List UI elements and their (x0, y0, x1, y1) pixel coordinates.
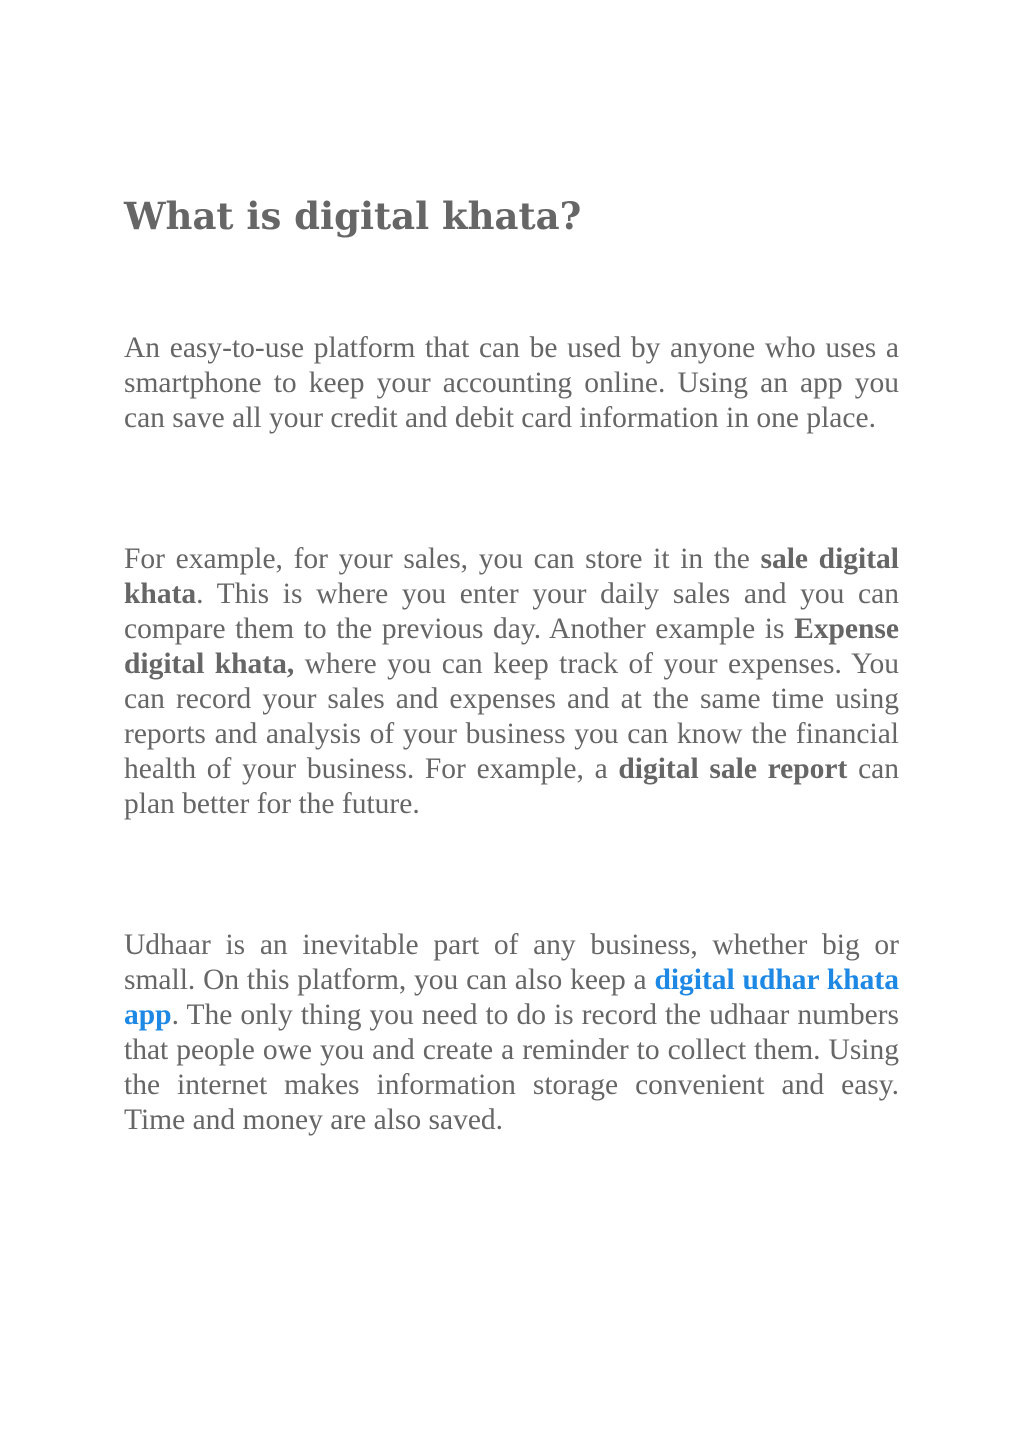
sale-digital-khata-term: sale digital khata (124, 543, 899, 610)
udhaar-text-2: . The only thing you need to do is record the udhaar numbers that people owe you and create a reminder to collect them. Using the internet makes information storage convenient and easy. Time and money are also saved. (124, 999, 899, 1136)
digital-sale-report-term: digital sale report (618, 753, 848, 785)
digital-udhar-khata-app-link[interactable]: digital udhar khata app (124, 964, 899, 1031)
example-text-2: . This is where you enter your daily sales and you can compare them to the previous day. Another example is (124, 578, 899, 645)
udhaar-text-1: Udhaar is an inevitable part of any business, whether big or small. On this platform, you can also keep a (124, 929, 899, 996)
intro-paragraph (124, 331, 899, 436)
example-text-1: For example, for your sales, you can store it in the (124, 543, 761, 575)
example-text-3: where you can keep track of your expenses. You can record your sales and expenses and at the same time using reports and analysis of your business you can know the financial health of your business. For example, a (124, 648, 899, 785)
example-text-4: can plan better for the future. (124, 753, 899, 820)
intro-text: An easy-to-use platform that can be used by anyone who uses a smartphone to keep your accounting online. Using an app you can save all your credit and debit card information in one place. (124, 332, 899, 434)
expense-digital-khata-term: Expense digital khata, (124, 613, 899, 680)
udhaar-paragraph (124, 928, 899, 1138)
example-paragraph (124, 542, 899, 822)
page-title: What is digital khata? (124, 194, 582, 238)
